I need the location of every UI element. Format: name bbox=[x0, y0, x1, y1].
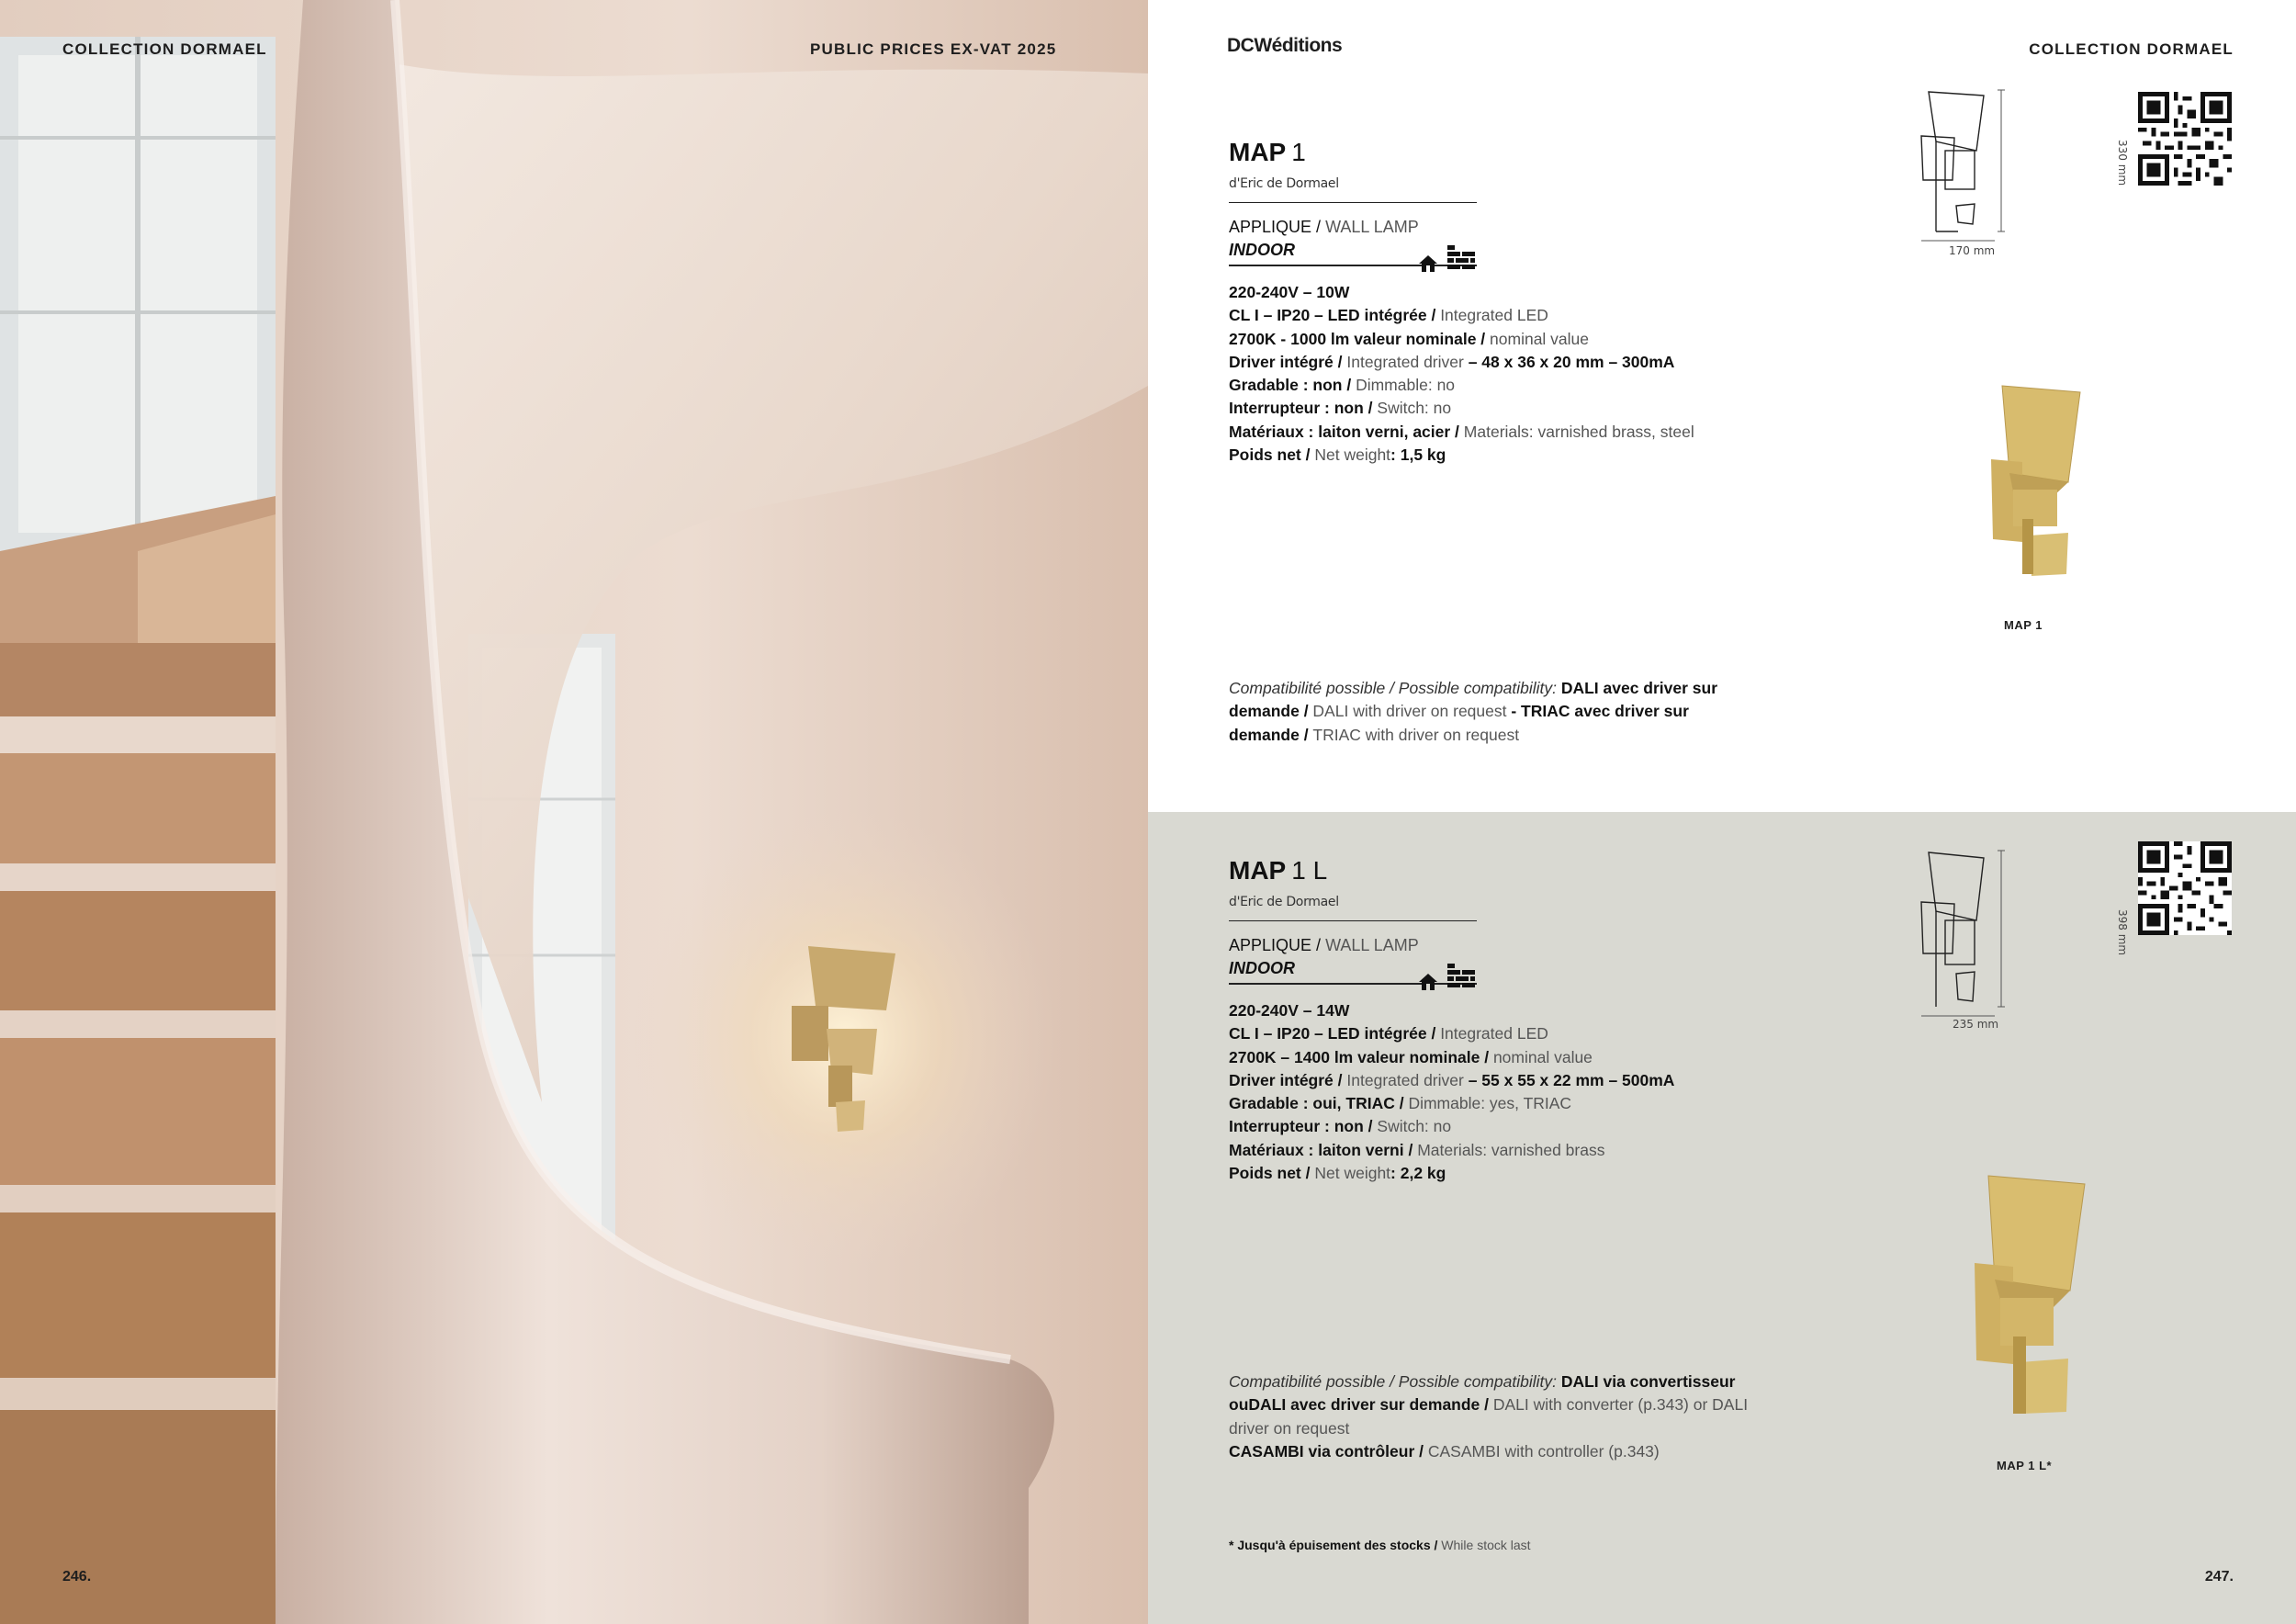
product-title bbox=[1229, 140, 1798, 165]
header-collection: COLLECTION DORMAEL bbox=[62, 40, 267, 58]
spec-line: Matériaux : laiton verni, acier / Materials: varnished brass, steel bbox=[1229, 422, 1694, 441]
product-name: MAP bbox=[1229, 856, 1287, 885]
spec-line: 2700K – 1400 lm valeur nominale / nominal value bbox=[1229, 1047, 1593, 1066]
stock-footnote: * Jusqu'à épuisement des stocks / While stock last bbox=[1229, 1538, 1531, 1552]
dimension-width: 170 mm bbox=[1949, 244, 1996, 257]
product-image-map-1 bbox=[1965, 381, 2149, 583]
right-page bbox=[1148, 0, 2296, 1624]
type-fr: APPLIQUE bbox=[1229, 218, 1312, 236]
dimension-drawing-map-1-l bbox=[1918, 845, 2009, 1027]
compatibility-note: Compatibilité possible / Possible compatibility: DALI via convertisseur ouDALI avec driver sur demande / DALI with converter (p.343) or DALI driver on request CASAMBI via contrôleur / CASAMBI with controller (p.343) bbox=[1229, 1372, 1749, 1460]
dimension-width: 235 mm bbox=[1953, 1018, 1999, 1031]
spec-line: Driver intégré / Integrated driver – 48 x 36 x 20 mm – 300mA bbox=[1229, 352, 1675, 371]
spec-line: 220-240V – 10W bbox=[1229, 283, 1350, 301]
stair-steps bbox=[0, 496, 276, 1624]
header-prices: PUBLIC PRICES EX-VAT 2025 bbox=[810, 40, 1057, 58]
spec-list bbox=[1229, 999, 1798, 1185]
house-icon bbox=[1418, 973, 1438, 991]
spec-line: Poids net / Net weight: 1,5 kg bbox=[1229, 445, 1446, 465]
house-icon bbox=[1418, 254, 1438, 273]
product-caption: MAP 1 bbox=[2004, 618, 2043, 632]
spec-line: CL I – IP20 – LED intégrée / Integrated LED bbox=[1229, 1024, 1548, 1043]
product-title bbox=[1229, 858, 1798, 884]
product-name: MAP bbox=[1229, 138, 1287, 166]
dimension-drawing-map-1 bbox=[1918, 85, 2009, 250]
spec-line: Interrupteur : non / Switch: no bbox=[1229, 399, 1452, 418]
compatibility-note: Compatibilité possible / Possible compatibility: DALI avec driver sur demande / DALI with driver on request - TRIAC avec driver sur demande / TRIAC with driver on request bbox=[1229, 679, 1718, 744]
page-number-right: 247. bbox=[2204, 1569, 2234, 1585]
product-designer: d'Eric de Dormael bbox=[1229, 176, 1339, 191]
spec-line: Interrupteur : non / Switch: no bbox=[1229, 1117, 1452, 1136]
product-type: APPLIQUE / WALL LAMP INDOOR bbox=[1229, 936, 1477, 978]
location-label: INDOOR bbox=[1229, 959, 1295, 977]
spec-line: Gradable : non / Dimmable: no bbox=[1229, 376, 1456, 395]
brick-wall-icon bbox=[1447, 245, 1475, 273]
spec-line: Driver intégré / Integrated driver – 55 x 55 x 22 mm – 500mA bbox=[1229, 1070, 1675, 1089]
spec-line: CL I – IP20 – LED intégrée / Integrated LED bbox=[1229, 306, 1548, 325]
divider bbox=[1229, 202, 1477, 203]
spec-line: 220-240V – 14W bbox=[1229, 1001, 1350, 1020]
product-map-1 bbox=[1229, 140, 1798, 467]
qr-code-icon[interactable] bbox=[2138, 841, 2232, 935]
product-image-map-1-l bbox=[1947, 1171, 2149, 1419]
type-fr: APPLIQUE bbox=[1229, 936, 1312, 954]
product-variant: 1 L bbox=[1291, 856, 1328, 885]
product-variant: 1 bbox=[1291, 138, 1306, 166]
product-type: APPLIQUE / WALL LAMP INDOOR bbox=[1229, 218, 1477, 260]
type-en: WALL LAMP bbox=[1325, 218, 1419, 236]
spec-line: Gradable : oui, TRIAC / Dimmable: yes, TRIAC bbox=[1229, 1094, 1572, 1113]
brand-logo: DCWéditions bbox=[1227, 35, 1343, 56]
product-caption: MAP 1 L* bbox=[1997, 1459, 2053, 1472]
page-number-left: 246. bbox=[62, 1569, 92, 1585]
type-en: WALL LAMP bbox=[1325, 936, 1419, 954]
spec-line: 2700K - 1000 lm valeur nominale / nominal value bbox=[1229, 329, 1590, 348]
dimension-height: 330 mm bbox=[2116, 140, 2129, 186]
header-collection-right: COLLECTION DORMAEL bbox=[2029, 40, 2234, 58]
product-designer: d'Eric de Dormael bbox=[1229, 895, 1339, 909]
spec-list bbox=[1229, 281, 1798, 467]
spec-line: Matériaux : laiton verni / Materials: varnished brass bbox=[1229, 1140, 1605, 1159]
product-map-1-l bbox=[1229, 858, 1798, 1185]
divider bbox=[1229, 920, 1477, 921]
spec-line: Poids net / Net weight: 2,2 kg bbox=[1229, 1164, 1446, 1183]
location-label: INDOOR bbox=[1229, 241, 1295, 259]
qr-code-icon[interactable] bbox=[2138, 92, 2232, 186]
dimension-height: 398 mm bbox=[2116, 909, 2129, 956]
brick-wall-icon bbox=[1447, 964, 1475, 991]
